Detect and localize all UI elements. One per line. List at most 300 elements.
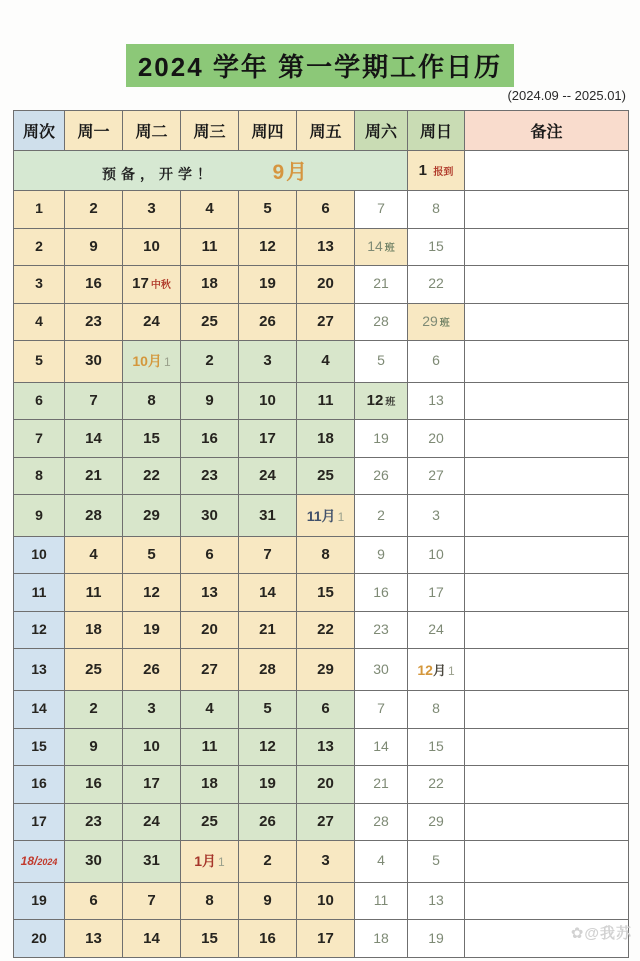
day-cell (181, 611, 239, 649)
day-cell (65, 690, 123, 728)
cell-text: 19 (428, 929, 444, 946)
cell-text: 25 (317, 467, 334, 485)
cell-text: 30 (373, 660, 389, 677)
week-row (14, 728, 629, 766)
cell-text: 10 (143, 737, 160, 755)
week-row (14, 882, 629, 920)
day-cell (297, 495, 355, 537)
day-cell (65, 766, 123, 804)
notes-cell (465, 495, 629, 537)
cell-text: 13 (31, 660, 47, 677)
week-number-cell (14, 191, 65, 229)
cell-text: 8 (321, 546, 330, 564)
cell-text: 13 (317, 737, 334, 755)
day-cell (181, 649, 239, 691)
day-cell (355, 882, 408, 920)
day-cell (65, 920, 123, 958)
day-cell (297, 191, 355, 229)
cell-text: 20 (428, 429, 444, 446)
cell-text: 2024 (37, 857, 58, 868)
day-cell (297, 728, 355, 766)
day-cell (355, 457, 408, 495)
day-cell (65, 803, 123, 841)
cell-text: 班 (385, 396, 396, 408)
cell-text: 19 (373, 429, 389, 446)
day-cell (355, 728, 408, 766)
notes-cell (465, 766, 629, 804)
week-row (14, 303, 629, 341)
cell-text: 18 (373, 929, 389, 946)
cell-text: 23 (85, 812, 102, 830)
day-cell (408, 303, 465, 341)
week-number-cell (14, 803, 65, 841)
notes-cell (465, 574, 629, 612)
cell-text: 17 (132, 275, 149, 293)
day-cell (408, 457, 465, 495)
cell-text: 20 (31, 929, 47, 946)
cell-text: 20 (317, 275, 334, 293)
cell-text: 26 (259, 312, 276, 330)
cell-text: 10 (143, 237, 160, 255)
notes-cell (465, 611, 629, 649)
cell-text: 25 (201, 812, 218, 830)
day-cell (355, 382, 408, 420)
day-cell (239, 191, 297, 229)
day-cell (181, 882, 239, 920)
cell-text: 15 (143, 429, 160, 447)
week-row (14, 266, 629, 304)
week-row (14, 841, 629, 883)
day-cell (123, 920, 181, 958)
cell-text: 9 (205, 391, 214, 409)
cell-text: 26 (143, 660, 160, 678)
cell-text: 11 (85, 583, 102, 601)
cell-text: 5 (432, 852, 440, 869)
notes-cell (465, 841, 629, 883)
day-cell (123, 649, 181, 691)
day-cell (297, 420, 355, 458)
day-cell (297, 882, 355, 920)
cell-text: 4 (205, 700, 214, 718)
cell-text: 21 (373, 275, 389, 292)
cell-text: 21 (85, 467, 102, 485)
day-cell (65, 228, 123, 266)
cell-text: 月 (432, 662, 446, 678)
notes-cell (465, 382, 629, 420)
day-cell (239, 728, 297, 766)
week-row (14, 611, 629, 649)
week-row (14, 382, 629, 420)
day-cell (181, 382, 239, 420)
day-cell-sep1-register (408, 151, 465, 191)
day-cell (355, 803, 408, 841)
cell-text: 2 (377, 506, 385, 523)
cell-text: 10 (259, 391, 276, 409)
day-cell (408, 841, 465, 883)
notes-cell (465, 882, 629, 920)
watermark-logo: ✿@我苏 (570, 925, 632, 942)
week-number-cell (14, 228, 65, 266)
calendar-table (13, 110, 629, 958)
cell-text: 12 (143, 583, 160, 601)
week-number-cell (14, 611, 65, 649)
day-cell (355, 191, 408, 229)
day-cell (181, 536, 239, 574)
cell-text: 16 (85, 275, 102, 293)
day-cell (181, 690, 239, 728)
day-cell (355, 920, 408, 958)
cell-text: 28 (259, 660, 276, 678)
col-header-tuesday: 周二 (123, 111, 181, 151)
cell-text: 22 (317, 621, 334, 639)
cell-text: 22 (143, 467, 160, 485)
day-cell (123, 457, 181, 495)
cell-text: 29 (428, 812, 444, 829)
notes-cell (465, 536, 629, 574)
cell-text: 19 (259, 275, 276, 293)
week-number-cell (14, 574, 65, 612)
day-cell (355, 420, 408, 458)
september-month-row (14, 151, 629, 191)
day-cell (297, 228, 355, 266)
day-cell (123, 728, 181, 766)
day-cell (239, 303, 297, 341)
day-cell (181, 228, 239, 266)
notes-cell (465, 151, 629, 191)
cell-text: 班 (384, 242, 395, 254)
col-header-monday: 周一 (65, 111, 123, 151)
day-cell (239, 228, 297, 266)
day-cell (181, 495, 239, 537)
day-cell (123, 803, 181, 841)
week-number-cell (14, 766, 65, 804)
day-cell (355, 266, 408, 304)
day-cell (65, 420, 123, 458)
day-cell (181, 303, 239, 341)
cell-text: 26 (373, 467, 389, 484)
day-cell (239, 341, 297, 383)
cell-text: 30 (85, 852, 102, 870)
cell-text: 18 (201, 775, 218, 793)
cell-text: 1 (163, 355, 171, 370)
day-cell (355, 649, 408, 691)
day-cell (355, 341, 408, 383)
cell-text: 7 (377, 200, 385, 217)
day-cell (65, 841, 123, 883)
day-cell (297, 649, 355, 691)
day-cell (65, 495, 123, 537)
cell-text: 18/ (20, 854, 38, 869)
col-header-sunday: 周日 (408, 111, 465, 151)
day-cell (181, 457, 239, 495)
day-cell (297, 574, 355, 612)
cell-text: 4 (321, 352, 330, 370)
day-cell (123, 382, 181, 420)
day-cell (65, 611, 123, 649)
cell-text: 2 (35, 237, 43, 254)
week-row (14, 690, 629, 728)
week-number-cell (14, 841, 65, 883)
week-row (14, 495, 629, 537)
week-row (14, 191, 629, 229)
day-cell (355, 303, 408, 341)
cell-text: 31 (259, 506, 276, 524)
day-cell (408, 382, 465, 420)
school-start-banner: 预备，开学！ (102, 165, 216, 182)
cell-text: 21 (259, 621, 276, 639)
cell-text: 11 (317, 391, 334, 409)
cell-text: 9 (89, 737, 98, 755)
cell-text: 26 (259, 812, 276, 830)
cell-text: 8 (205, 891, 214, 909)
week-number-cell (14, 536, 65, 574)
cell-text: 27 (317, 812, 334, 830)
day-cell (123, 611, 181, 649)
cell-text: 13 (317, 237, 334, 255)
week-row (14, 574, 629, 612)
cell-text: 2 (263, 852, 272, 870)
cell-text: 1月 (194, 853, 217, 870)
cell-text: 25 (85, 660, 102, 678)
cell-text: 28 (373, 312, 389, 329)
cell-text: 24 (143, 812, 160, 830)
notes-cell (465, 191, 629, 229)
week-row (14, 536, 629, 574)
day-cell (408, 536, 465, 574)
day-cell (65, 536, 123, 574)
header-row (14, 111, 629, 151)
cell-text: 11 (201, 737, 218, 755)
day-cell (239, 536, 297, 574)
cell-text: 23 (373, 621, 389, 638)
cell-text: 29 (143, 506, 160, 524)
day-cell (239, 611, 297, 649)
cell-text: 24 (143, 312, 160, 330)
day-cell (297, 920, 355, 958)
notes-cell (465, 649, 629, 691)
day-cell (239, 920, 297, 958)
cell-text: 17 (143, 775, 160, 793)
cell-text: 6 (205, 546, 214, 564)
day-cell (297, 536, 355, 574)
day-cell (239, 649, 297, 691)
cell-text: 7 (89, 391, 98, 409)
cell-text: 17 (428, 583, 444, 600)
day-cell (297, 803, 355, 841)
cell-text: 3 (147, 200, 156, 218)
day-cell (297, 611, 355, 649)
week-number-cell (14, 882, 65, 920)
col-header-friday: 周五 (297, 111, 355, 151)
cell-text: 20 (201, 621, 218, 639)
cell-text: 1 (337, 509, 345, 524)
day-cell (123, 266, 181, 304)
cell-text: 7 (147, 891, 156, 909)
register-tag: 报到 (433, 166, 454, 178)
cell-text: 7 (377, 700, 385, 717)
cell-text: 5 (263, 200, 272, 218)
cell-text: 14 (367, 237, 383, 254)
cell-text: 7 (35, 429, 43, 446)
cell-text: 28 (373, 812, 389, 829)
day-cell (239, 803, 297, 841)
cell-text: 24 (259, 467, 276, 485)
cell-text: 3 (147, 700, 156, 718)
cell-text: 6 (35, 391, 43, 408)
cell-text: 12 (259, 237, 276, 255)
day-cell (239, 495, 297, 537)
cell-text: 3 (321, 852, 330, 870)
day-cell (297, 303, 355, 341)
cell-text: 16 (373, 583, 389, 600)
cell-text: 7 (263, 546, 272, 564)
week-number-cell (14, 266, 65, 304)
cell-text: 16 (31, 775, 47, 792)
day-cell (181, 766, 239, 804)
day-cell (355, 611, 408, 649)
day-cell (123, 766, 181, 804)
cell-text: 29 (317, 660, 334, 678)
day-cell (408, 766, 465, 804)
page-title: 2024 学年 第一学期工作日历 (126, 44, 514, 87)
cell-text: 16 (201, 429, 218, 447)
cell-text: 13 (85, 929, 102, 947)
cell-text: 11月 (306, 507, 336, 524)
cell-text: 9 (263, 891, 272, 909)
cell-text: 6 (89, 891, 98, 909)
day-cell (123, 303, 181, 341)
cell-text: 5 (147, 546, 156, 564)
cell-text: 11 (201, 237, 218, 255)
day-cell (239, 420, 297, 458)
date-range: (2024.09 -- 2025.01) (507, 88, 626, 103)
cell-text: 15 (201, 929, 218, 947)
cell-text: 6 (321, 700, 330, 718)
cell-text: 11 (31, 583, 47, 600)
cell-text: 25 (201, 312, 218, 330)
day-cell (355, 536, 408, 574)
day-cell (65, 382, 123, 420)
day-cell (297, 266, 355, 304)
cell-text: 17 (317, 929, 334, 947)
cell-text: 12 (417, 661, 433, 678)
cell-text: 5 (35, 352, 43, 369)
calendar-body (14, 151, 629, 958)
page-header (0, 44, 640, 87)
day-cell (65, 574, 123, 612)
week-row (14, 420, 629, 458)
cell-text: 5 (377, 352, 385, 369)
day-cell (65, 457, 123, 495)
week-row (14, 228, 629, 266)
cell-text: 20 (317, 775, 334, 793)
cell-text: 4 (377, 852, 385, 869)
cell-text: 16 (259, 929, 276, 947)
day-cell (408, 920, 465, 958)
day-cell (181, 841, 239, 883)
cell-text: 28 (85, 506, 102, 524)
col-header-thursday: 周四 (239, 111, 297, 151)
day-cell (297, 382, 355, 420)
week-number-cell (14, 649, 65, 691)
week-row (14, 803, 629, 841)
day-cell (408, 728, 465, 766)
notes-cell (465, 341, 629, 383)
week-number-cell (14, 303, 65, 341)
day-cell (65, 303, 123, 341)
cell-text: 13 (428, 391, 444, 408)
cell-text: 1 (218, 855, 225, 870)
col-header-wednesday: 周三 (181, 111, 239, 151)
week-row (14, 766, 629, 804)
day-cell (65, 191, 123, 229)
day-cell (297, 690, 355, 728)
cell-text: 班 (439, 317, 450, 329)
cell-text: 19 (259, 775, 276, 793)
day-cell (123, 341, 181, 383)
cell-text: 27 (317, 312, 334, 330)
cell-text: 8 (432, 200, 440, 217)
cell-text: 11 (373, 891, 389, 908)
cell-text: 4 (89, 546, 98, 564)
cell-text: 1 (35, 200, 43, 217)
day-cell (123, 690, 181, 728)
day-cell (65, 341, 123, 383)
cell-text: 10 (317, 891, 334, 909)
cell-text: 15 (31, 737, 47, 754)
day-cell (355, 228, 408, 266)
day-cell (297, 457, 355, 495)
cell-text: 4 (205, 200, 214, 218)
notes-cell (465, 266, 629, 304)
cell-text: 9 (35, 506, 43, 523)
notes-cell (465, 457, 629, 495)
week-row (14, 649, 629, 691)
week-number-cell (14, 341, 65, 383)
day-cell (123, 882, 181, 920)
cell-text: 14 (85, 429, 102, 447)
day-cell (181, 191, 239, 229)
week-number-cell (14, 690, 65, 728)
cell-text: 22 (428, 775, 444, 792)
day-cell (408, 266, 465, 304)
cell-text: 10 (428, 546, 444, 563)
day-cell (181, 920, 239, 958)
day-cell (181, 420, 239, 458)
cell-text: 8 (147, 391, 156, 409)
cell-text: 9 (89, 237, 98, 255)
day-cell (408, 803, 465, 841)
cell-text: 30 (201, 506, 218, 524)
cell-text: 8 (432, 700, 440, 717)
week-number-cell (14, 495, 65, 537)
cell-text: 17 (31, 812, 47, 829)
cell-text: 18 (201, 275, 218, 293)
day-cell (123, 191, 181, 229)
day-cell (239, 690, 297, 728)
day-cell (355, 574, 408, 612)
day-cell (181, 574, 239, 612)
day-cell (297, 341, 355, 383)
week-row (14, 920, 629, 958)
notes-cell (465, 803, 629, 841)
cell-text: 14 (31, 700, 47, 717)
cell-text: 12 (366, 391, 384, 409)
cell-text: 23 (85, 312, 102, 330)
cell-text: 3 (432, 506, 440, 523)
cell-text: 31 (143, 852, 160, 870)
day-cell (408, 191, 465, 229)
